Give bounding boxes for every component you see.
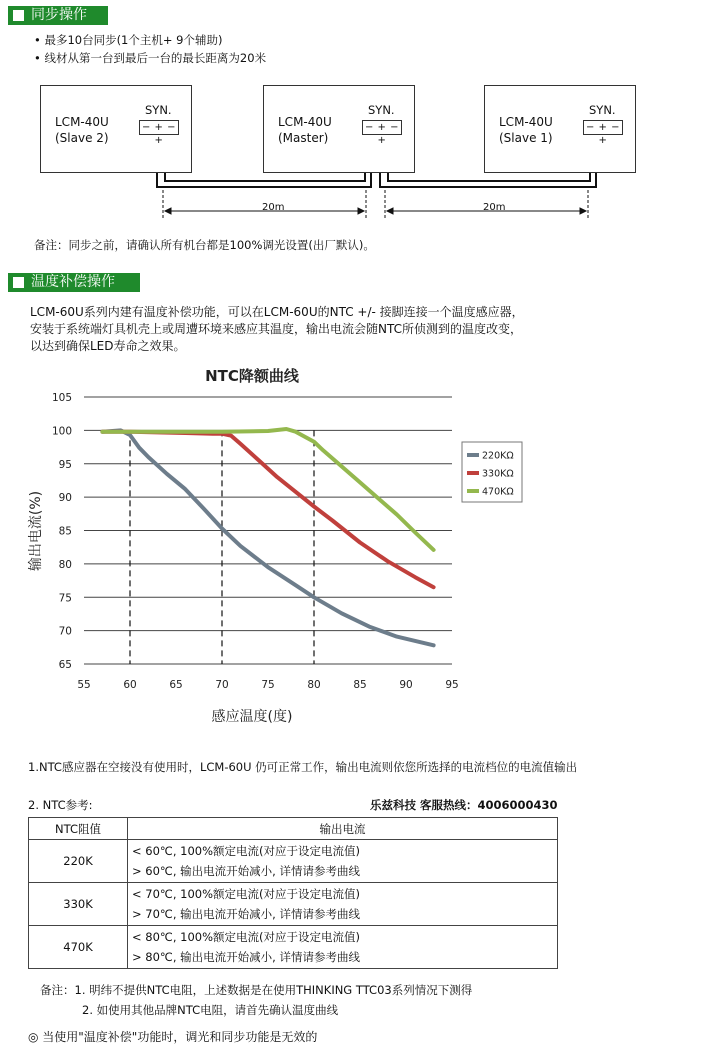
distance-label-2: 20m — [483, 202, 506, 213]
x-tick-label: 55 — [77, 679, 91, 691]
sync-bullet-1: • 最多10台同步(1个主机+ 9个辅助) — [34, 33, 223, 47]
series-line-470K — [102, 429, 433, 550]
sync-note: 备注：同步之前，请确认所有机台都是100%调光设置(出厂默认)。 — [34, 238, 375, 252]
y-tick-label: 70 — [58, 625, 72, 638]
y-tick-label: 75 — [58, 592, 72, 605]
unit-model — [278, 114, 332, 146]
legend-label: 330KΩ — [482, 468, 514, 480]
table-cell-line: > 60℃, 输出电流开始减小, 详情请参考曲线 — [132, 864, 360, 878]
ntc-note-1: 1.NTC感应器在空接没有使用时，LCM-60U 仍可正常工作，输出电流则依您所选择的电流档位的电流值输出 — [28, 760, 578, 774]
distance-label-1: 20m — [262, 202, 285, 213]
y-tick-label: 90 — [58, 492, 72, 505]
table-row — [29, 840, 558, 883]
table-cell-output — [128, 926, 558, 969]
y-tick-label: 65 — [58, 659, 72, 671]
temp-section-title: 温度补偿操作 — [31, 274, 115, 290]
unit-slave1 — [484, 85, 636, 173]
temp-section-header — [8, 273, 140, 292]
unit-role: (Slave 1) — [499, 131, 553, 145]
syn-terminal-block: − + − + — [362, 120, 402, 135]
chart-title: NTC降额曲线 — [205, 367, 299, 385]
y-tick-label: 80 — [58, 558, 72, 571]
temp-paragraph-line-1: LCM-60U系列内建有温度补偿功能，可以在LCM-60U的NTC +/- 接脚连接一个温度感应器， — [30, 305, 524, 319]
sync-section-header — [8, 6, 108, 25]
footer-final-note: ◎ 当使用"温度补偿"功能时，调光和同步功能是无效的 — [28, 1030, 318, 1044]
temp-paragraph-line-3: 以达到确保LED寿命之效果。 — [30, 339, 186, 353]
x-tick-label: 95 — [445, 679, 459, 691]
table-row — [29, 926, 558, 969]
unit-slave2 — [40, 85, 192, 173]
table-cell-output — [128, 883, 558, 926]
unit-role: (Slave 2) — [55, 131, 109, 145]
table-cell-ntc: 330K — [29, 883, 128, 926]
y-tick-label: 95 — [58, 458, 72, 471]
syn-terminal-block: − + − + — [583, 120, 623, 135]
footer-remark-1: 备注：1. 明纬不提供NTC电阻，上述数据是在使用THINKING TTC03系列情况下测得 — [40, 983, 473, 997]
table-cell-line: < 70℃, 100%额定电流(对应于设定电流值) — [132, 887, 360, 901]
unit-model-name: LCM-40U — [278, 115, 332, 129]
table-header-output: 输出电流 — [128, 818, 558, 840]
series-line-220K — [102, 430, 433, 645]
table-cell-line: > 70℃, 输出电流开始减小, 详情请参考曲线 — [132, 907, 360, 921]
square-bullet-icon — [13, 277, 24, 288]
unit-role: (Master) — [278, 131, 329, 145]
distance-arrows — [165, 208, 586, 214]
x-tick-label: 60 — [123, 679, 137, 691]
ntc-derating-chart — [0, 355, 722, 735]
table-cell-ntc: 470K — [29, 926, 128, 969]
x-tick-label: 70 — [215, 679, 229, 691]
y-tick-label: 85 — [58, 525, 72, 538]
unit-model — [499, 114, 553, 146]
unit-model — [55, 114, 109, 146]
chart-ticks — [52, 392, 459, 691]
square-bullet-icon — [13, 10, 24, 21]
hotline-text: 乐兹科技 客服热线：4006000430 — [370, 798, 558, 812]
x-tick-label: 90 — [399, 679, 413, 691]
legend-label: 470KΩ — [482, 486, 514, 498]
table-row — [29, 883, 558, 926]
sync-section-title: 同步操作 — [31, 7, 87, 23]
unit-model-name: LCM-40U — [55, 115, 109, 129]
x-tick-label: 65 — [169, 679, 183, 691]
chart-y-axis-label: 输出电流(%) — [28, 490, 44, 572]
y-tick-label: 100 — [51, 425, 72, 438]
syn-label: SYN. — [589, 103, 616, 117]
x-tick-label: 75 — [261, 679, 275, 691]
temp-paragraph-line-2: 安装于系统端灯具机壳上或周遭环境来感应其温度，输出电流会随NTC所侦测到的温度改变， — [30, 322, 522, 336]
syn-label: SYN. — [145, 103, 172, 117]
table-cell-line: > 80℃, 输出电流开始减小, 详情请参考曲线 — [132, 950, 360, 964]
x-tick-label: 80 — [307, 679, 321, 691]
legend-label: 220KΩ — [482, 450, 514, 462]
chart-series — [102, 429, 433, 645]
ntc-ref-label: 2. NTC参考: — [28, 798, 93, 812]
chart-legend — [462, 442, 522, 502]
unit-master — [263, 85, 415, 173]
sync-bullet-2: • 线材从第一台到最后一台的最长距离为20米 — [34, 51, 267, 65]
syn-label: SYN. — [368, 103, 395, 117]
distance-guides — [163, 190, 588, 220]
table-header-row — [29, 818, 558, 840]
y-tick-label: 105 — [51, 392, 72, 404]
table-cell-output — [128, 840, 558, 883]
footer-remark-2: 2. 如使用其他品牌NTC电阻，请首先确认温度曲线 — [82, 1003, 339, 1017]
table-cell-line: < 60℃, 100%额定电流(对应于设定电流值) — [132, 844, 360, 858]
table-cell-line: < 80℃, 100%额定电流(对应于设定电流值) — [132, 930, 360, 944]
chart-grid — [84, 397, 452, 664]
syn-terminal-block: − + − + — [139, 120, 179, 135]
table-header-ntc: NTC阻值 — [29, 818, 128, 840]
unit-model-name: LCM-40U — [499, 115, 553, 129]
x-tick-label: 85 — [353, 679, 367, 691]
table-cell-ntc: 220K — [29, 840, 128, 883]
ntc-reference-table — [28, 817, 558, 969]
chart-x-axis-label: 感应温度(度) — [211, 709, 293, 725]
